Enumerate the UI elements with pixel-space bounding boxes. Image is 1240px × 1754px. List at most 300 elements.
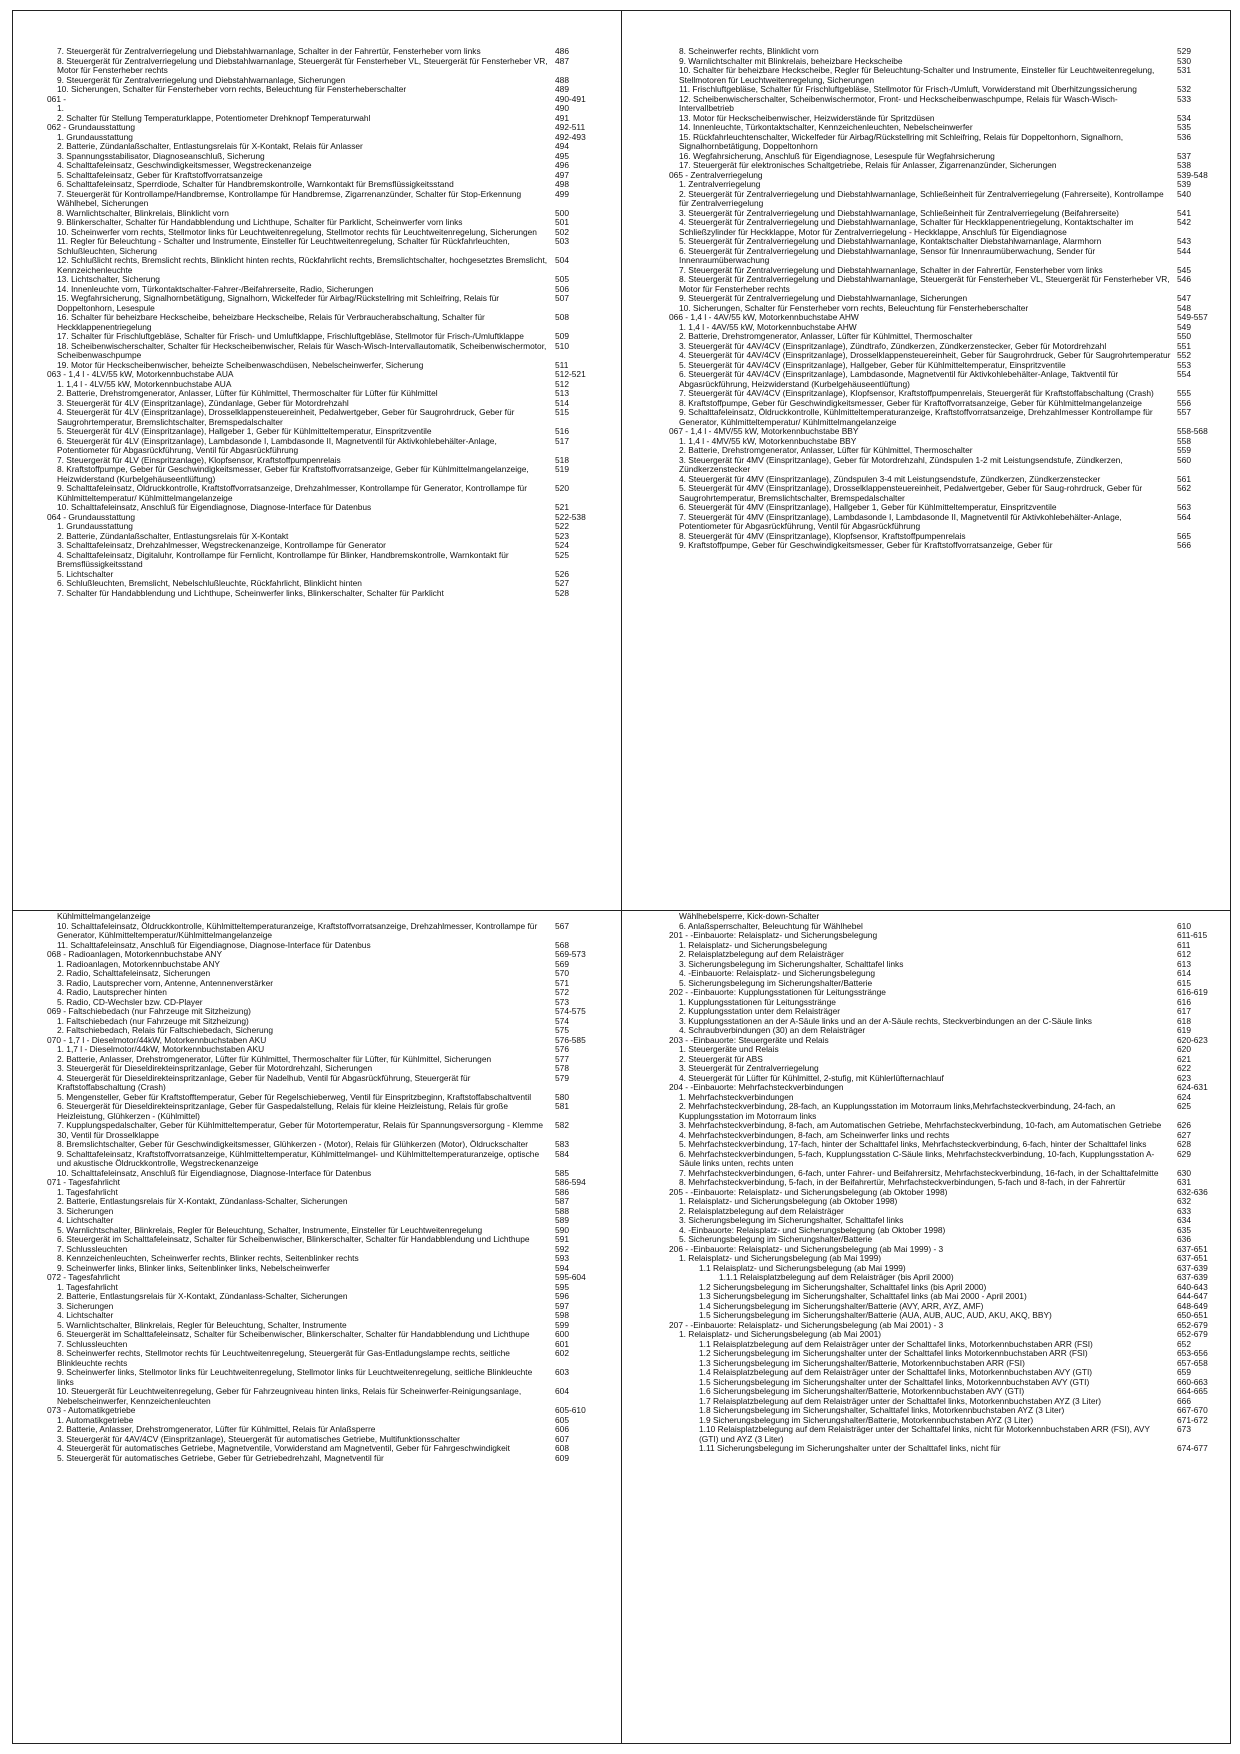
toc-entry-title: 5. Steuergerät für 4LV (Einspritzanlage), Hallgeber 1, Geber für Kühlmitteltemperatur, Einspritzventile: [57, 426, 432, 436]
toc-entry-title: 3. Schalttafeleinsatz, Drehzahlmesser, Wegstreckenanzeige, Kontrollampe für Generator: [57, 540, 386, 550]
toc-entry-page: 551: [1177, 340, 1191, 351]
toc-entry-page: 660-663: [1177, 1376, 1208, 1387]
toc-entry-page: 624: [1177, 1091, 1191, 1102]
toc-entry-title: 10. Schalttafeleinsatz, Anschluß für Eigendiagnose, Diagnose-Interface für Datenbus: [57, 502, 372, 512]
toc-entry-title: 15. Wegfahrsicherung, Signalhornbetätigung, Signalhorn, Wickelfeder für Airbag/Rückstellring mit Schleifring, Relais für Doppeltonhorn, Lesespule: [57, 293, 500, 313]
toc-entry-title: 1.8 Sicherungsbelegung im Sicherungshalter, Schalttafel links, Motorkennbuchstaben AYZ (3 Liter): [699, 1405, 1065, 1415]
toc-entry-page: 584: [555, 1148, 569, 1159]
toc-entry-title: 1. 1,7 l - Dieselmotor/44kW, Motorkennbuchstaben AKU: [57, 1044, 265, 1054]
toc-entry-page: 622: [1177, 1063, 1191, 1073]
toc-entry-page: 548: [1177, 302, 1191, 313]
toc-entry-title: 4. Steuergerät für Dieseldirekteinspritzanlage, Geber für Nadelhub, Ventil für Abgasrückführung, Steuergerät für Kraftstoffabschaltung (Crash): [57, 1072, 471, 1092]
toc-entry: [47, 484, 607, 503]
toc-entry-page: 559: [1177, 445, 1191, 455]
toc-entry-title: 070 - 1,7 l - Dieselmotor/44kW, Motorkennbuchstaben AKU: [47, 1034, 267, 1045]
toc-entry-title: 2. Faltschiebedach, Relais für Faltschiebedach, Sicherung: [57, 1025, 274, 1035]
toc-entry-title: 2. Batterie, Entlastungsrelais für X-Kontakt, Zündanlass-Schalter, Sicherungen: [57, 1196, 348, 1206]
toc-entry-title: 3. Steuergerät für Dieseldirekteinspritzanlage, Geber für Motordrehzahl, Sicherungen: [57, 1063, 373, 1073]
toc-entry-page: 543: [1177, 236, 1191, 246]
toc-entry-title: 8. Kraftstoffpumpe, Geber für Geschwindigkeitsmesser, Geber für Kraftoffvorratsanzeige, Geber für Kühlmittelmangelanzeige: [679, 397, 1142, 408]
toc-entry-title: 6. Steuergerät im Schalttafeleinsatz, Schalter für Scheibenwischer, Blinkerschalter, Schalter für Handabblendung und Lichthupe: [57, 1234, 530, 1244]
toc-entry-page: 502: [555, 226, 569, 237]
toc-entry-title: 9. Steuergerät für Zentralverriegelung und Diebstahlwarnanlage, Sicherungen: [57, 74, 346, 85]
toc-entry-page: 491: [555, 112, 569, 123]
toc-entry-page: 550: [1177, 331, 1191, 341]
toc-entry-title: 206 - -Einbauorte: Relaisplatz- und Sicherungsbelegung (ab Mai 1999) - 3: [669, 1243, 944, 1254]
toc-entry-page: 573: [555, 996, 569, 1007]
toc-entry-page: 558: [1177, 435, 1191, 446]
toc-entry: [669, 133, 1229, 152]
toc-entry-title: 4. Lichtschalter: [57, 1215, 114, 1225]
toc-entry-page: 527: [555, 578, 569, 588]
toc-entry-page: 620: [1177, 1044, 1191, 1054]
toc-entry-page: 615: [1177, 977, 1191, 988]
toc-entry-page: 505: [555, 274, 569, 284]
toc-entry-page: 652: [1177, 1338, 1191, 1349]
toc-entry-page: 616: [1177, 996, 1191, 1007]
toc-entry-title: Wählhebelsperre, Kick-down-Schalter: [679, 912, 820, 921]
toc-entry-title: 1. Automatikgetriebe: [57, 1414, 134, 1425]
toc-entry-page: 589: [555, 1215, 569, 1225]
toc-entry-page: 522: [555, 521, 569, 531]
toc-entry-page: 489: [555, 84, 569, 94]
toc-entry-page: 549: [1177, 321, 1191, 332]
toc-entry-title: 11. Frischluftgebläse, Schalter für Frischluftgebläse, Stellmotor für Frisch-/Umluft, Vorwiderstand mit Überhitzungssicherung: [679, 84, 1137, 94]
toc-entry-page: 571: [555, 977, 569, 988]
toc-entry-title: 9. Kraftstoffpumpe, Geber für Geschwindigkeitsmesser, Geber für Kraftstoffvorratsanzeige, Geber für: [679, 540, 1053, 550]
toc-entry-title: 072 - Tagesfahrlicht: [47, 1272, 120, 1282]
toc-panel-top-left: [47, 47, 607, 897]
toc-entry-title: 8. Warnlichtschalter, Blinkrelais, Blinklicht vorn: [57, 207, 229, 218]
toc-entry-page: 539: [1177, 179, 1191, 189]
toc-entry-page: 594: [555, 1262, 569, 1273]
toc-entry-page: 546: [1177, 274, 1191, 284]
toc-entry-page: 533: [1177, 93, 1191, 104]
toc-entry-title: 4. Steuergerät für 4MV (Einspritzanlage), Zündspulen 3-4 mit Leistungsendstufe, Zündkerzen, Zündkerzenstecker: [679, 473, 1101, 484]
toc-entry-page: 515: [555, 407, 569, 417]
toc-entry-title: 1. Radioanlagen, Motorkennbuchstabe ANY: [57, 958, 220, 969]
toc-entry-page: 581: [555, 1101, 569, 1111]
toc-entry-title: 6. Steuergerät im Schalttafeleinsatz, Schalter für Scheibenwischer, Blinkerschalter, Schalter für Handabblendung und Lichthupe: [57, 1329, 530, 1339]
toc-entry-page: 637-639: [1177, 1272, 1208, 1282]
toc-entry-title: 066 - 1,4 l - 4AV/55 kW, Motorkennbuchstabe AHW: [669, 312, 859, 322]
toc-entry-title: 1. Relaisplatz- und Sicherungsbelegung (ab Oktober 1998): [679, 1196, 898, 1206]
toc-entry-page: 598: [555, 1310, 569, 1320]
toc-entry-title: 4. -Einbauorte: Relaisplatz- und Sicherungsbelegung (ab Oktober 1998): [679, 1224, 946, 1235]
toc-entry-page: 604: [555, 1386, 569, 1396]
toc-entry-title: 1.2 Sicherungsbelegung im Sicherungshalter unter der Schalttafel links Motorkennbuchstaben ARR (FSI): [699, 1348, 1088, 1358]
toc-entry: [47, 85, 607, 95]
toc-entry: [47, 1169, 607, 1179]
toc-entry-page: 623: [1177, 1072, 1191, 1083]
toc-entry-title: 1.4 Relaisplatzbelegung auf dem Relaisträger unter der Schalttafel links, Motorkennbuchstaben AVY (GTI): [699, 1367, 1093, 1377]
toc-entry: [47, 1102, 607, 1121]
toc-entry-page: 487: [555, 55, 569, 66]
toc-entry-page: 576: [555, 1044, 569, 1054]
toc-entry-title: 6. Anlaßsperrschalter, Beleuchtung für Wählhebel: [679, 920, 863, 931]
toc-entry-page: 536: [1177, 131, 1191, 142]
toc-entry-page: 521: [555, 502, 569, 512]
toc-entry-title: 4. -Einbauorte: Relaisplatz- und Sicherungsbelegung: [679, 968, 876, 978]
toc-entry-page: 553: [1177, 359, 1191, 370]
toc-entry-title: 15. Rückfahrleuchtenschalter, Wickelfeder für Airbag/Rückstellring mit Schleifring, Relais für Doppeltonhorn, Signalhorn, Signalhornbetätigung, Doppeltonhorn: [679, 131, 1124, 151]
toc-entry-title: 1.: [57, 103, 64, 113]
toc-entry-page: 673: [1177, 1424, 1191, 1434]
toc-entry-title: 201 - -Einbauorte: Relaisplatz- und Sicherungsbelegung: [669, 930, 878, 940]
toc-entry-title: 14. Innenleuchte vorn, Türkontaktschalter-Fahrer-/Beifahrerseite, Radio, Sicherungen: [57, 283, 374, 294]
toc-entry-page: 540: [1177, 188, 1191, 199]
toc-entry-page: 601: [555, 1338, 569, 1349]
toc-entry-page: 508: [555, 312, 569, 322]
toc-entry-title: 204 - -Einbauorte: Mehrfachsteckverbindungen: [669, 1082, 844, 1092]
toc-entry-page: 538: [1177, 160, 1191, 170]
toc-entry-title: 18. Scheibenwischerschalter, Schalter für Heckscheibenwischer, Relais für Wasch-Wisch-Intervallautomatik, Scheibenwischermotor, Scheibenwaschpumpe: [57, 340, 547, 360]
toc-entry-title: 4. Schraubverbindungen (30) an dem Relaisträger: [679, 1025, 866, 1035]
toc-entry-page: 625: [1177, 1101, 1191, 1111]
toc-entry-page: 561: [1177, 473, 1191, 484]
toc-entry-title: 064 - Grundausstattung: [47, 511, 135, 522]
toc-entry-title: 5. Radio, CD-Wechsler bzw. CD-Player: [57, 996, 203, 1007]
toc-entry: [669, 95, 1229, 114]
toc-entry-title: 4. Radio, Lautsprecher hinten: [57, 987, 167, 997]
toc-entry: [47, 1150, 607, 1169]
toc-entry-title: 10. Schalter für beheizbare Heckscheibe, Regler für Beleuchtung-Schalter und Instrumente, Einsteller für Leuchtweitenregelung, Stellmotoren für Leuchtweitenregelung, Sicherungen: [679, 65, 1155, 85]
toc-entry-page: 525: [555, 549, 569, 560]
toc-entry-title: 4. Steuergerät für Zentralverriegelung und Diebstahlwarnanlage, Schalter für Heckklappenentriegelung, Kontaktschalter im Schließzylinder für Heckklappe, Motor für Zentralverriegelung - Heckklappe, Anschluß für Eigendiagnose: [679, 217, 1134, 237]
toc-entry-page: 592: [555, 1243, 569, 1254]
toc-entry-title: 10. Sicherungen, Schalter für Fensterheber vorn rechts, Beleuchtung für Fensterheberschalter: [57, 84, 407, 94]
toc-entry-title: 11. Regler für Beleuchtung - Schalter und Instrumente, Einsteller für Leuchtweitenregelung, Schalter für Rückfahrleuchten, Schlußleuchten, Sicherung: [57, 236, 510, 256]
toc-entry-page: 539-548: [1177, 169, 1208, 180]
toc-entry-title: 1. Faltschiebedach (nur Fahrzeuge mit Sitzheizung): [57, 1015, 249, 1026]
toc-entry: [669, 513, 1229, 532]
toc-entry-page: 611: [1177, 939, 1191, 950]
toc-entry: [47, 1121, 607, 1140]
toc-entry-title: 19. Motor für Heckscheibenwischer, beheizte Scheibenwaschdüsen, Nebelscheinwerfer, Sicherung: [57, 359, 424, 370]
toc-entry-title: 1.11 Sicherungsbelegung im Sicherungshalter unter der Schalttafel links, nicht für: [699, 1443, 1001, 1453]
toc-entry-title: 1. Zentralverriegelung: [679, 179, 761, 189]
toc-entry-page: 511: [555, 359, 569, 370]
toc-entry-title: 5. Schalttafeleinsatz, Geber für Kraftstoffvorratsanzeige: [57, 169, 263, 180]
toc-entry-title: 9. Schalttafeleinsatz, Öldruckkontrolle, Kühlmitteltemperaturanzeige, Kraftstoffvorratsanzeige, Drehzahlmesser Kontrollampe für Generator, Kühlmitteltemperatur/ Kühlmittelmangelanzeige: [679, 407, 1153, 427]
toc-entry-title: 5. Mehrfachsteckverbindung, 17-fach, hinter der Schalttafel links, Mehrfachsteckverbindung, 6-fach, hinter der Schalttafel links: [679, 1139, 1147, 1149]
toc-entry: [669, 275, 1229, 294]
toc-entry-page: 587: [555, 1196, 569, 1206]
toc-entry: [669, 456, 1229, 475]
toc-entry-title: 2. Schalter für Stellung Temperaturklappe, Potentiometer Drehknopf Temperaturwahl: [57, 112, 371, 123]
toc-entry-page: 496: [555, 160, 569, 170]
toc-entry-page: 582: [555, 1120, 569, 1130]
toc-entry-title: 7. Kupplungspedalschalter, Geber für Kühlmitteltemperatur, Geber für Motortemperatur, Relais für Spannungsversorgung - Klemme 30, Ventil für Drosselklappe: [57, 1120, 543, 1140]
toc-entry-page: 593: [555, 1253, 569, 1263]
toc-entry-title: 073 - Automatikgetriebe: [47, 1405, 136, 1415]
toc-entry-page: 637-651: [1177, 1243, 1208, 1254]
toc-entry-page: 554: [1177, 369, 1191, 379]
toc-entry: [669, 1425, 1229, 1444]
toc-entry-page: 501: [555, 217, 569, 227]
toc-entry-page: 667-670: [1177, 1405, 1208, 1415]
toc-entry-title: 207 - -Einbauorte: Relaisplatz- und Sicherungsbelegung (ab Mai 2001) - 3: [669, 1319, 944, 1330]
toc-entry-title: 7. Steuergerät für 4LV (Einspritzanlage), Klopfsensor, Kraftstoffpumpenrelais: [57, 454, 341, 465]
toc-entry-title: 1. 1,4 l - 4AV/55 kW, Motorkennbuchstabe AHW: [679, 321, 857, 332]
toc-entry-title: 2. Relaisplatzbelegung auf dem Relaisträger: [679, 1205, 844, 1216]
toc-entry-title: 063 - 1,4 l - 4LV/55 kW, Motorkennbuchstabe AUA: [47, 369, 234, 379]
toc-entry-page: 631: [1177, 1177, 1191, 1187]
toc-entry-page: 535: [1177, 122, 1191, 132]
toc-entry-page: 600: [555, 1329, 569, 1339]
toc-entry: [47, 1349, 607, 1368]
toc-entry-page: 648-649: [1177, 1300, 1208, 1311]
toc-entry-page: 516: [555, 426, 569, 436]
toc-entry: [47, 256, 607, 275]
toc-entry-title: 3. Steuergerät für Zentralverriegelung: [679, 1063, 819, 1073]
toc-entry-title: 1.1.1 Relaisplatzbelegung auf dem Relaisträger (bis April 2000): [719, 1272, 954, 1282]
toc-entry-page: 512-521: [555, 369, 586, 379]
toc-entry-page: 644-647: [1177, 1291, 1208, 1301]
toc-entry-title: 14. Innenleuchte, Türkontaktschalter, Kennzeichenleuchten, Nebelscheinwerfer: [679, 122, 973, 132]
toc-entry-page: 500: [555, 207, 569, 218]
toc-entry-title: 3. Sicherungsbelegung im Sicherungshalter, Schalttafel links: [679, 1215, 904, 1225]
toc-entry: [669, 541, 1229, 551]
toc-entry-title: 3. Steuergerät für 4LV (Einspritzanlage), Zündanlage, Geber für Motordrehzahl: [57, 397, 349, 408]
toc-entry-page: 634: [1177, 1215, 1191, 1225]
toc-entry-page: 590: [555, 1224, 569, 1235]
toc-entry-title: 065 - Zentralverriegelung: [669, 169, 763, 180]
toc-entry-title: 1.1 Relaisplatzbelegung auf dem Relaisträger unter der Schalttafel links, Motorkennbuchstaben ARR (FSI): [699, 1338, 1093, 1349]
toc-entry-page: 632-636: [1177, 1186, 1208, 1197]
toc-entry-page: 630: [1177, 1167, 1191, 1178]
toc-entry-title: 1. Kupplungsstationen für Leitungsstränge: [679, 996, 836, 1007]
toc-entry-title: 8. Kraftstoffpumpe, Geber für Geschwindigkeitsmesser, Geber für Kraftstoffvorratsanzeige, Geber für Kühlmittelmangelanzeige, Heizwiderstand (Kurbelgehäuseentlüftung): [57, 464, 529, 484]
toc-entry-page: 569: [555, 958, 569, 969]
toc-entry: [47, 1074, 607, 1093]
toc-entry: [669, 484, 1229, 503]
toc-entry-title: 12. Scheibenwischerschalter, Scheibenwischermotor, Front- und Heckscheibenwaschpumpe, Relais für Wasch-Wisch-Intervallbetrieb: [679, 93, 1118, 113]
toc-entry-page: 488: [555, 74, 569, 85]
toc-entry-page: 497: [555, 169, 569, 180]
toc-entry-title: 3. Mehrfachsteckverbindung, 8-fach, am Automatischen Getriebe, Mehrfachsteckverbindung, 10-fach, am Automatischen Getriebe: [679, 1120, 1162, 1130]
toc-entry-page: 557: [1177, 407, 1191, 417]
toc-panel-top-right: [669, 47, 1229, 897]
toc-entry-page: 542: [1177, 217, 1191, 227]
toc-entry-title: 1. Relaisplatz- und Sicherungsbelegung (ab Mai 1999): [679, 1253, 882, 1263]
toc-entry-page: 574: [555, 1015, 569, 1026]
toc-entry-page: 572: [555, 987, 569, 997]
toc-entry-title: 069 - Faltschiebedach (nur Fahrzeuge mit Sitzheizung): [47, 1006, 251, 1016]
toc-entry-page: 608: [555, 1443, 569, 1453]
toc-entry-page: 618: [1177, 1015, 1191, 1026]
toc-entry-page: 653-656: [1177, 1348, 1208, 1358]
toc-entry-page: 588: [555, 1205, 569, 1216]
toc-entry-title: 1. Relaisplatz- und Sicherungsbelegung: [679, 939, 828, 950]
toc-entry: [47, 408, 607, 427]
toc-entry-title: 3. Steuergerät für 4MV (Einspritzanlage), Geber für Motordrehzahl, Zündspulen 1-2 mit Leistungsendstufe, Zündkerzen, Zündkerzenstecker: [679, 454, 1123, 474]
toc-entry-title: 2. Relaisplatzbelegung auf dem Relaisträger: [679, 949, 844, 959]
toc-entry-title: 2. Steuergerät für Zentralverriegelung und Diebstahlwarnanlage, Schließeinheit für Zentralverriegelung (Fahrerseite), Kontrollampe für Zentralverriegelung: [679, 188, 1164, 208]
toc-entry-page: 566: [1177, 540, 1191, 550]
toc-entry-page: 602: [555, 1348, 569, 1358]
toc-entry-page: 583: [555, 1139, 569, 1149]
toc-entry-page: 603: [555, 1367, 569, 1377]
toc-entry-page: 526: [555, 568, 569, 579]
toc-entry-title: 7. Steuergerät für Kontrollampe/Handbremse, Kontrollampe für Handbremse, Zigarrenanzünder, Schalter für Stop-Erkennung Wählhebel, Sicherungen: [57, 188, 522, 208]
toc-entry-title: 2. Batterie, Entlastungsrelais für X-Kontakt, Zündanlass-Schalter, Sicherungen: [57, 1291, 348, 1301]
toc-entry-title: 2. Batterie, Drehstromgenerator, Anlasser, Lüfter für Kühlmittel, Thermoschalter: [679, 445, 973, 455]
toc-entry-page: 524: [555, 540, 569, 550]
toc-entry: [47, 1207, 607, 1217]
toc-entry-page: 586: [555, 1186, 569, 1197]
toc-entry-title: 8. Scheinwerfer rechts, Blinklicht vorn: [679, 47, 819, 56]
toc-entry: [669, 1150, 1229, 1169]
toc-entry-title: 3. Steuergerät für 4AV/4CV (Einspritzanlage), Zündtrafo, Zündkerzen, Zündkerzenstecker, Geber für Motordrehzahl: [679, 340, 1107, 351]
toc-panel-bottom-left: [47, 912, 607, 1742]
toc-entry-page: 507: [555, 293, 569, 303]
toc-entry: [47, 1178, 607, 1188]
toc-entry-title: 7. Steuergerät für Zentralverriegelung und Diebstahlwarnanlage, Schalter in der Fahrertür, Fensterheber vorn links: [57, 47, 481, 56]
toc-entry: [47, 1273, 607, 1283]
toc-entry-page: 510: [555, 340, 569, 351]
toc-entry-page: 563: [1177, 502, 1191, 512]
toc-entry-title: 9. Scheinwerfer links, Stellmotor links für Leuchtweitenregelung, Stellmotor links für Leuchtweitenregelung, seitliche Blinkleuchte links: [57, 1367, 533, 1387]
toc-entry-page: 514: [555, 397, 569, 408]
toc-entry-title: 11. Schalttafeleinsatz, Anschluß für Eigendiagnose, Diagnose-Interface für Datenbus: [57, 939, 371, 950]
toc-entry-title: 4. Lichtschalter: [57, 1310, 114, 1320]
toc-entry-page: 494: [555, 141, 569, 151]
toc-entry-title: 4. Mehrfachsteckverbindungen, 8-fach, am Scheinwerfer links und rechts: [679, 1129, 950, 1140]
toc-entry-page: 666: [1177, 1395, 1191, 1406]
toc-entry-page: 530: [1177, 55, 1191, 66]
toc-entry-page: 671-672: [1177, 1414, 1208, 1425]
toc-entry-page: 512: [555, 378, 569, 389]
toc-entry-page: 555: [1177, 388, 1191, 398]
toc-entry-title: 9. Steuergerät für Zentralverriegelung und Diebstahlwarnanlage, Sicherungen: [679, 293, 968, 303]
toc-entry-title: 7. Schlussleuchten: [57, 1243, 128, 1254]
toc-entry: [47, 190, 607, 209]
toc-entry-page: 591: [555, 1234, 569, 1244]
toc-entry-title: 7. Steuergerät für Zentralverriegelung und Diebstahlwarnanlage, Schalter in der Fahrertür, Fensterheber vorn links: [679, 264, 1103, 275]
toc-entry-title: 2. Batterie, Zündanlaßschalter, Entlastungsrelais für X-Kontakt: [57, 530, 289, 541]
toc-entry-page: 605: [555, 1414, 569, 1425]
toc-entry-title: 8. Kennzeichenleuchten, Scheinwerfer rechts, Blinker rechts, Seitenblinker rechts: [57, 1253, 359, 1263]
toc-entry-page: 549-557: [1177, 312, 1208, 322]
toc-entry-title: 071 - Tagesfahrlicht: [47, 1177, 120, 1187]
toc-entry-title: 068 - Radioanlagen, Motorkennbuchstabe ANY: [47, 949, 223, 959]
toc-entry-page: 621: [1177, 1053, 1191, 1064]
toc-entry-title: 8. Bremslichtschalter, Geber für Geschwindigkeitsmesser, Glühkerzen - (Motor), Relais für Glühkerzen (Motor), Öldruckschalter: [57, 1139, 529, 1149]
toc-entry: [669, 1444, 1229, 1454]
toc-entry-title: 6. Steuergerät für Dieseldirekteinspritzanlage, Geber für Gaspedalstellung, Relais für kleine Heizleistung, Relais für große Heizleistung, Glühkerzen - (Kühlmittel): [57, 1101, 509, 1121]
toc-entry-page: 567: [555, 920, 569, 931]
toc-entry-page: 627: [1177, 1129, 1191, 1140]
toc-entry-title: 1.10 Relaisplatzbelegung auf dem Relaisträger unter der Schalttafel links, nicht für Motorkennbuchstaben ARR (FSI), AVY (GTI) und AYZ (3 Liter): [699, 1424, 1150, 1444]
toc-entry-title: 1. Tagesfahrlicht: [57, 1281, 118, 1292]
toc-entry-page: 611-615: [1177, 930, 1208, 940]
toc-entry-title: 2. Batterie, Zündanlaßschalter, Entlastungsrelais für X-Kontakt, Relais für Anlasser: [57, 141, 363, 151]
toc-entry-page: 522-538: [555, 511, 586, 522]
toc-entry-page: 509: [555, 331, 569, 341]
toc-entry: [47, 313, 607, 332]
toc-entry-page: 664-665: [1177, 1386, 1208, 1396]
toc-entry-page: 558-568: [1177, 426, 1208, 436]
toc-entry-page: 544: [1177, 245, 1191, 256]
toc-entry: [47, 1387, 607, 1406]
toc-entry-page: 547: [1177, 293, 1191, 303]
toc-entry-page: 595: [555, 1281, 569, 1292]
horizontal-divider: [13, 910, 1230, 911]
toc-entry-page: 659: [1177, 1367, 1191, 1377]
toc-entry-page: 492-493: [555, 131, 586, 142]
toc-entry-title: 2. Radio, Schalttafeleinsatz, Sicherungen: [57, 968, 211, 978]
toc-entry-title: 9. Schalttafeleinsatz, Öldruckkontrolle, Kraftstoffvorratsanzeige, Drehzahlmesser, Kontrollampe für Generator, Kontrollampe für Kühlmitteltemperatur/ Kühlmittelmangelanzeige: [57, 483, 527, 503]
toc-entry-page: 607: [555, 1433, 569, 1444]
toc-entry-title: 2. Batterie, Drehstromgenerator, Anlasser, Lüfter für Kühlmittel, Thermoschalter: [679, 331, 973, 341]
toc-entry-title: 1.2 Sicherungsbelegung im Sicherungshalter, Schalttafel links (bis April 2000): [699, 1281, 987, 1292]
toc-entry-page: 523: [555, 530, 569, 541]
toc-entry: [669, 1102, 1229, 1121]
toc-entry-title: 1. Mehrfachsteckverbindungen: [679, 1091, 794, 1102]
toc-entry-page: 637-651: [1177, 1253, 1208, 1263]
toc-entry-page: 529: [1177, 47, 1191, 56]
toc-entry-title: 4. Schalttafeleinsatz, Geschwindigkeitsmesser, Wegstreckenanzeige: [57, 160, 312, 170]
toc-entry-title: 7. Mehrfachsteckverbindungen, 6-fach, unter Fahrer- und Beifahrersitz, Mehrfachsteckverbindung, 16-fach, in der Schalttafelmitte: [679, 1167, 1159, 1178]
toc-entry: [669, 190, 1229, 209]
toc-entry-page: 626: [1177, 1120, 1191, 1130]
toc-entry-title: 10. Scheinwerfer vorn rechts, Stellmotor links für Leuchtweitenregelung, Stellmotor rechts für Leuchtweitenregelung, Sicherungen: [57, 226, 537, 237]
toc-entry-title: 1.4 Sicherungsbelegung im Sicherungshalter/Batterie (AVY, ARR, AYZ, AMF): [699, 1300, 984, 1311]
toc-entry-title: 9. Schalttafeleinsatz, Kraftstoffvorratsanzeige, Kühlmitteltemperatur, Kühlmittelmangel- und Kühlmitteltemperaturanzeige, optische und akustische Öldruckkontrolle, Wegstreckenanzeige: [57, 1148, 540, 1168]
toc-entry-page: 629: [1177, 1148, 1191, 1159]
toc-entry-title: 6. Mehrfachsteckverbindungen, 5-fach, Kupplungsstation C-Säule links, Mehrfachsteckverbindung, 10-fach, Kupplungsstation A-Säule links unten, rechts unten: [679, 1148, 1155, 1168]
toc-entry-title: 4. Schalttafeleinsatz, Digitaluhr, Kontrollampe für Fernlicht, Kontrollampe für Blinker, Handbremskontrolle, Warnkontakt für Bremsflüssigkeitsstand: [57, 549, 509, 569]
toc-entry: [47, 922, 607, 941]
toc-entry-title: 203 - -Einbauorte: Steuergeräte und Relais: [669, 1034, 829, 1045]
toc-entry-title: 7. Schalter für Handabblendung und Lichthupe, Scheinwerfer links, Blinkerschalter, Schalter für Parklicht: [57, 587, 444, 598]
toc-entry-page: 499: [555, 188, 569, 199]
toc-entry-title: 9. Warnlichtschalter mit Blinkrelais, beheizbare Heckscheibe: [679, 55, 903, 66]
toc-entry-page: 650-651: [1177, 1310, 1208, 1320]
toc-entry: [669, 218, 1229, 237]
toc-entry-page: 517: [555, 435, 569, 446]
toc-entry-title: 4. Steuergerät für automatisches Getriebe, Magnetventile, Vorwiderstand am Magnetventil, Geber für Fahrgeschwindigkeit: [57, 1443, 510, 1453]
toc-entry-title: 6. Schlußleuchten, Bremslicht, Nebelschlußleuchte, Rückfahrlicht, Blinklicht hinten: [57, 578, 362, 588]
toc-entry: [669, 408, 1229, 427]
toc-entry-page: 657-658: [1177, 1357, 1208, 1368]
toc-entry-page: 504: [555, 255, 569, 265]
toc-entry-title: 6. Steuergerät für 4LV (Einspritzanlage), Lambdasonde I, Lambdasonde II, Magnetventil für Aktivkohlebehälter-Anlage, Potentiometer für Abgasrückführung, Ventil für Abgasrückführung: [57, 435, 497, 455]
toc-entry-title: 202 - -Einbauorte: Kupplungsstationen für Leitungsstränge: [669, 987, 886, 997]
toc-entry-title: 8. Steuergerät für Zentralverriegelung und Diebstahlwarnanlage, Steuergerät für Fensterheber VL, Steuergerät für Fensterheber VR, Motor für Fensterheber rechts: [679, 274, 1170, 294]
toc-entry: [47, 465, 607, 484]
toc-entry-page: 637-639: [1177, 1262, 1208, 1273]
toc-entry-page: 498: [555, 179, 569, 189]
toc-entry-page: 532: [1177, 84, 1191, 94]
toc-entry-title: 13. Lichtschalter, Sicherung: [57, 274, 160, 284]
toc-entry: [669, 66, 1229, 85]
toc-entry-title: 2. Batterie, Drehstromgenerator, Anlasser, Lüfter für Kühlmittel, Thermoschalter für Lüfter für Kühlmittel: [57, 388, 438, 398]
toc-entry-page: 619: [1177, 1025, 1191, 1035]
toc-entry-title: 5. Warnlichtschalter, Blinkrelais, Regler für Beleuchtung, Schalter, Instrumente, Einsteller für Leuchtweitenregelung: [57, 1224, 483, 1235]
toc-entry-page: 520: [555, 483, 569, 493]
toc-entry-page: 609: [555, 1452, 569, 1463]
toc-entry-title: 2. Kupplungsstation unter dem Relaisträger: [679, 1006, 841, 1016]
toc-entry-title: 4. Steuergerät für 4LV (Einspritzanlage), Drosselklappensteuereinheit, Pedalwertgeber, Geber für Saugrohrdruck, Geber für Saugrohrtemperatur, Bremslichtschalter, Bremspedalschalter: [57, 407, 515, 427]
toc-entry-title: 4. Steuergerät für Lüfter für Kühlmittel, 2-stufig, mit Kühlerlüfternachlauf: [679, 1072, 944, 1083]
toc-entry-title: 10. Schalttafeleinsatz, Anschluß für Eigendiagnose, Diagnose-Interface für Datenbus: [57, 1167, 372, 1178]
toc-entry-page: 570: [555, 968, 569, 978]
toc-entry-title: 3. Spannungsstabilisator, Diagnoseanschluß, Sicherung: [57, 150, 265, 161]
toc-entry-title: 7. Steuergerät für 4AV/4CV (Einspritzanlage), Klopfsensor, Kraftstoffpumpenrelais, Steuergerät für Kraftstoffabschaltung (Crash): [679, 388, 1154, 398]
toc-entry-page: 628: [1177, 1139, 1191, 1149]
